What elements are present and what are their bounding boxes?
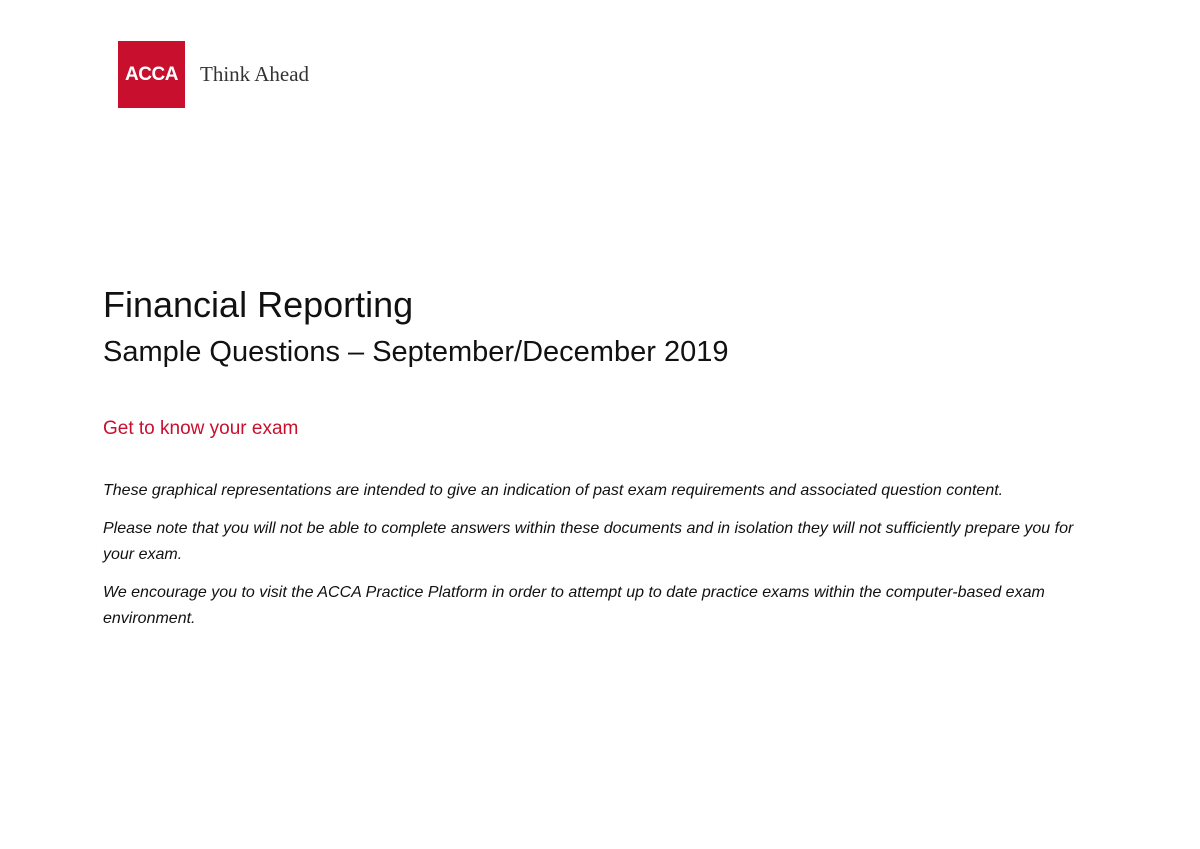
- body-text: [103, 478, 1103, 644]
- document-title: Financial Reporting: [103, 284, 414, 325]
- paragraph-3: We encourage you to visit the ACCA Practice Platform in order to attempt up to date practice exams within the computer-based exam environment.: [103, 584, 1045, 627]
- document-subtitle: Sample Questions – September/December 2019: [103, 336, 729, 368]
- section-heading: Get to know your exam: [103, 418, 299, 439]
- logo-tagline: Think Ahead: [200, 62, 310, 86]
- acca-logo: [118, 41, 185, 108]
- paragraph-1: These graphical representations are intended to give an indication of past exam requirements and associated question content.: [103, 482, 1004, 499]
- paragraph-2: Please note that you will not be able to complete answers within these documents and in isolation they will not sufficiently prepare you for your exam.: [103, 520, 1074, 563]
- logo-text: ACCA: [125, 63, 178, 85]
